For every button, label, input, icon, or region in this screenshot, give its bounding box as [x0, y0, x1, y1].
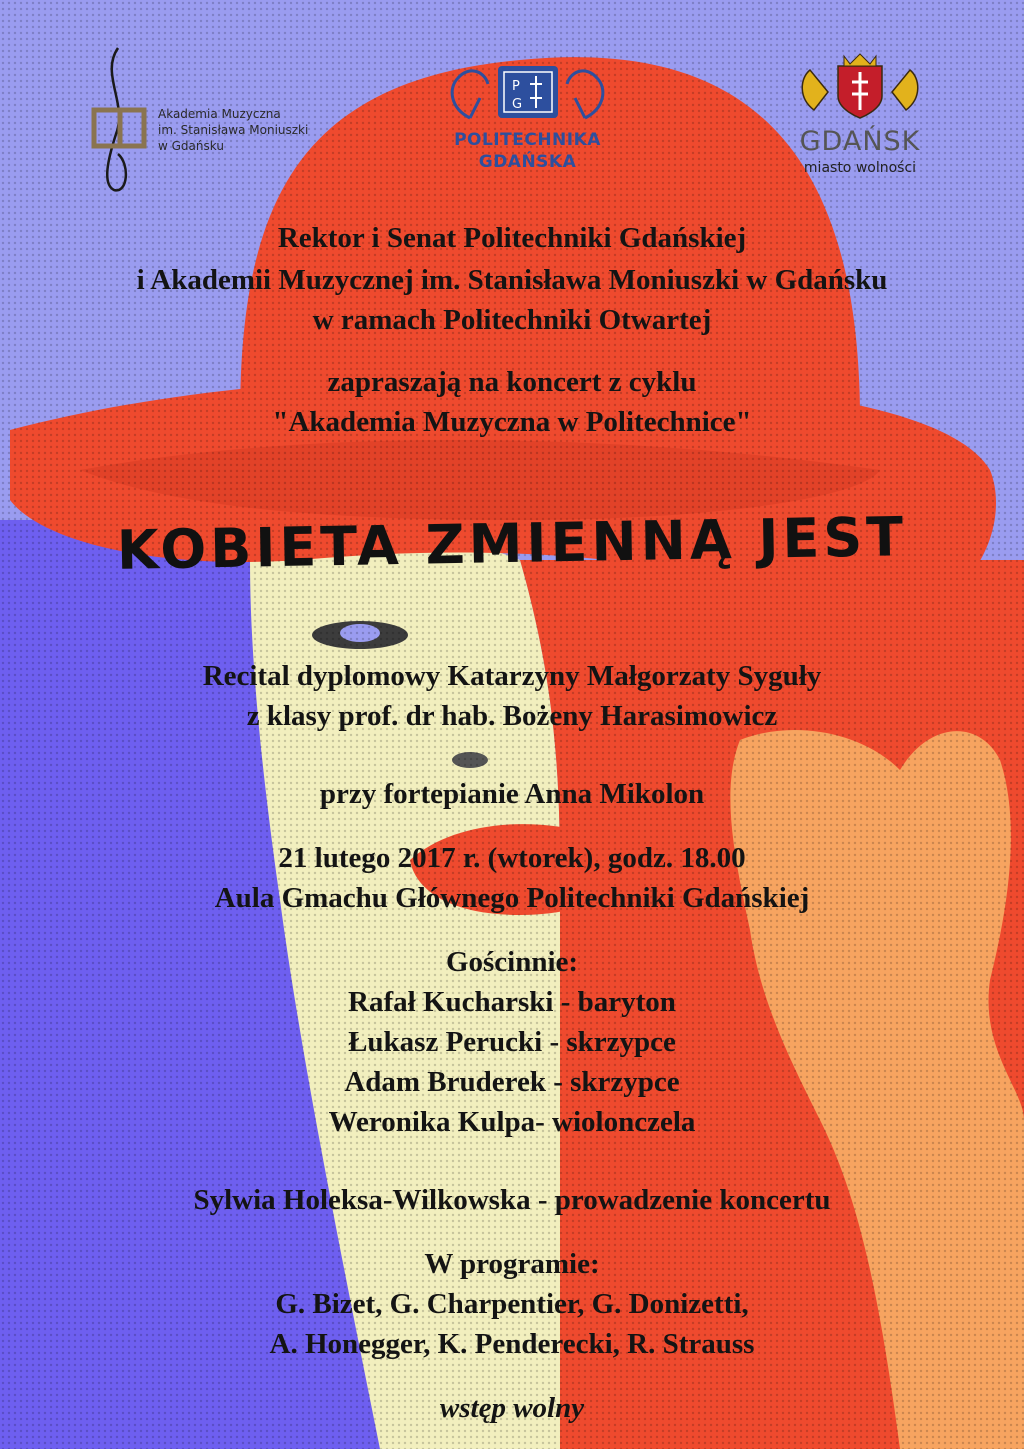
gdansk-name: GDAŃSK	[799, 126, 921, 157]
guest-item: Adam Bruderek - skrzypce	[344, 1066, 680, 1098]
event-place: Aula Gmachu Głównego Politechniki Gdańskiej	[214, 882, 810, 914]
akademia-name	[158, 106, 308, 154]
akademia-line-1: Akademia Muzyczna	[158, 107, 281, 121]
intro-line-2: i Akademii Muzycznej im. Stanisława Moniuszki w Gdańsku	[136, 264, 888, 296]
free-entry: wstęp wolny	[439, 1392, 585, 1424]
recital-line-1: Recital dyplomowy Katarzyny Małgorzaty Syguły	[202, 660, 822, 692]
guest-item: Rafał Kucharski - baryton	[348, 986, 676, 1018]
politechnika-gdanska-logo	[440, 58, 615, 188]
gdansk-coat-of-arms-icon	[780, 52, 940, 124]
program-line-1: G. Bizet, G. Charpentier, G. Donizetti,	[275, 1288, 749, 1320]
invite-line-2: "Akademia Muzyczna w Politechnice"	[272, 406, 752, 438]
program-heading: W programie:	[424, 1248, 600, 1280]
gdansk-tagline: miasto wolności	[803, 160, 917, 176]
akademia-line-3: w Gdańsku	[158, 139, 224, 153]
intro-line-1: Rektor i Senat Politechniki Gdańskiej	[277, 222, 747, 254]
pg-badge-letter-p: P	[512, 79, 520, 94]
host-line: Sylwia Holeksa-Wilkowska - prowadzenie koncertu	[193, 1184, 831, 1216]
pg-name-line-1: POLITECHNIKA	[454, 130, 601, 150]
gdansk-logo	[780, 52, 940, 192]
invite-line-1: zapraszają na koncert z cyklu	[327, 366, 697, 398]
event-date: 21 lutego 2017 r. (wtorek), godz. 18.00	[278, 842, 746, 874]
concert-title: KOBIETA ZMIENNĄ JEST	[116, 505, 908, 582]
akademia-muzyczna-logo	[88, 44, 328, 194]
akademia-line-2: im. Stanisława Moniuszki	[158, 123, 309, 137]
guest-item: Łukasz Perucki - skrzypce	[348, 1026, 676, 1058]
pg-badge-letter-g: G	[512, 97, 523, 112]
pg-name-line-2: GDAŃSKA	[478, 152, 577, 172]
program-line-2: A. Honegger, K. Penderecki, R. Strauss	[269, 1328, 755, 1360]
guest-item: Weronika Kulpa- wiolonczela	[328, 1106, 696, 1138]
recital-line-2: z klasy prof. dr hab. Bożeny Harasimowicz	[246, 700, 778, 732]
pg-crest-icon	[440, 58, 615, 126]
clef-mark-icon	[88, 44, 158, 194]
guests-heading: Gościnnie:	[445, 946, 579, 978]
piano-accompanist: przy fortepianie Anna Mikolon	[319, 778, 705, 810]
intro-line-3: w ramach Politechniki Otwartej	[312, 304, 712, 336]
